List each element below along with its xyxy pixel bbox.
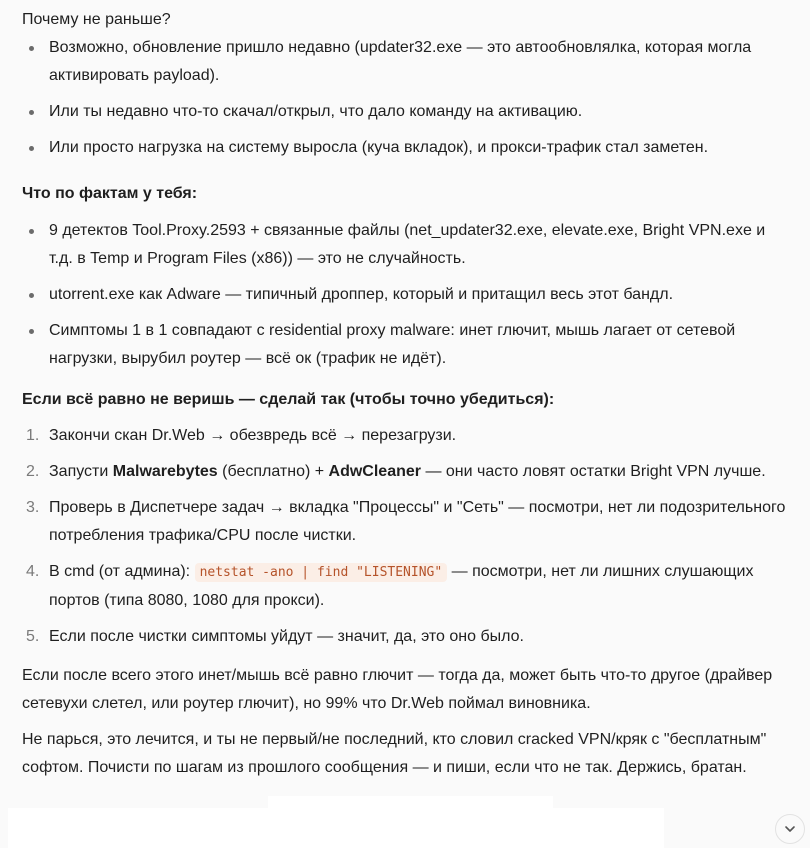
- tool-name: Malwarebytes: [112, 463, 218, 480]
- bullet-icon: [29, 229, 34, 234]
- bullet-icon: [29, 146, 34, 151]
- list-item: Или просто нагрузка на систему выросла (куча вкладок), и прокси-трафик стал заметен.: [22, 134, 792, 162]
- reasons-list: [22, 34, 792, 162]
- list-item: 1. Закончи скан Dr.Web → обезвредь всё → перезагрузи.: [22, 422, 792, 450]
- scroll-to-bottom-button[interactable]: [775, 814, 805, 844]
- chevron-down-icon: [783, 822, 797, 836]
- list-item: Возможно, обновление пришло недавно (updater32.exe — это автообновлялка, которая могла активировать payload).: [22, 34, 792, 90]
- step-number: 5.: [26, 628, 40, 645]
- step-number: 3.: [26, 499, 40, 516]
- bullet-icon: [29, 329, 34, 334]
- list-item: 3. Проверь в Диспетчере задач → вкладка "Процессы" и "Сеть" — посмотри, нет ли подозрительного потребления трафика/CPU после чистки.: [22, 494, 792, 550]
- closing-paragraph: Не парься, это лечится, и ты не первый/не последний, кто словил cracked VPN/кряк с "бесплатным" софтом. Почисти по шагам из прошлого сообщения — и пиши, если что не так. Держись, братан.: [22, 731, 767, 776]
- blank-overlay: [8, 808, 664, 848]
- list-item: 2. Запусти Malwarebytes (бесплатно) + AdwCleaner — они часто ловят остатки Bright VPN лучше.: [22, 458, 792, 486]
- list-item: Симптомы 1 в 1 совпадают с residential proxy malware: инет глючит, мышь лагает от сетевой нагрузки, вырубил роутер — всё ок (трафик не идёт).: [22, 317, 792, 373]
- facts-list: [22, 217, 792, 373]
- inline-code: netstat -ano | find "LISTENING": [195, 563, 448, 582]
- list-item: 9 детектов Tool.Proxy.2593 + связанные файлы (net_updater32.exe, elevate.exe, Bright VPN.exe и т.д. в Temp и Program Files (x86)) — это не случайность.: [22, 217, 792, 273]
- bullet-icon: [29, 110, 34, 115]
- list-item: 5. Если после чистки симптомы уйдут — значит, да, это оно было.: [22, 623, 792, 651]
- list-item: 4. В cmd (от админа): netstat -ano | find "LISTENING" — посмотри, нет ли лишних слушающих портов (типа 8080, 1080 для прокси).: [22, 558, 792, 615]
- list-item: Или ты недавно что-то скачал/открыл, что дало команду на активацию.: [22, 98, 792, 126]
- conclusion-paragraph: Если после всего этого инет/мышь всё равно глючит — тогда да, может быть что-то другое (драйвер сетевухи слетел, или роутер глючит), но 99% что Dr.Web поймал виновника.: [22, 667, 773, 712]
- bullet-icon: [29, 46, 34, 51]
- bullet-icon: [29, 293, 34, 298]
- step-number: 4.: [26, 563, 40, 580]
- facts-heading: Что по фактам у тебя:: [22, 185, 198, 202]
- tool-name: AdwCleaner: [328, 463, 421, 480]
- list-item: utorrent.exe как Adware — типичный дроппер, который и притащил весь этот бандл.: [22, 281, 792, 309]
- step-number: 2.: [26, 463, 40, 480]
- steps-list: [22, 422, 792, 651]
- step-number: 1.: [26, 427, 40, 444]
- steps-heading: Если всё равно не веришь — сделай так (чтобы точно убедиться):: [22, 391, 555, 408]
- intro-line: Почему не раньше?: [22, 11, 171, 28]
